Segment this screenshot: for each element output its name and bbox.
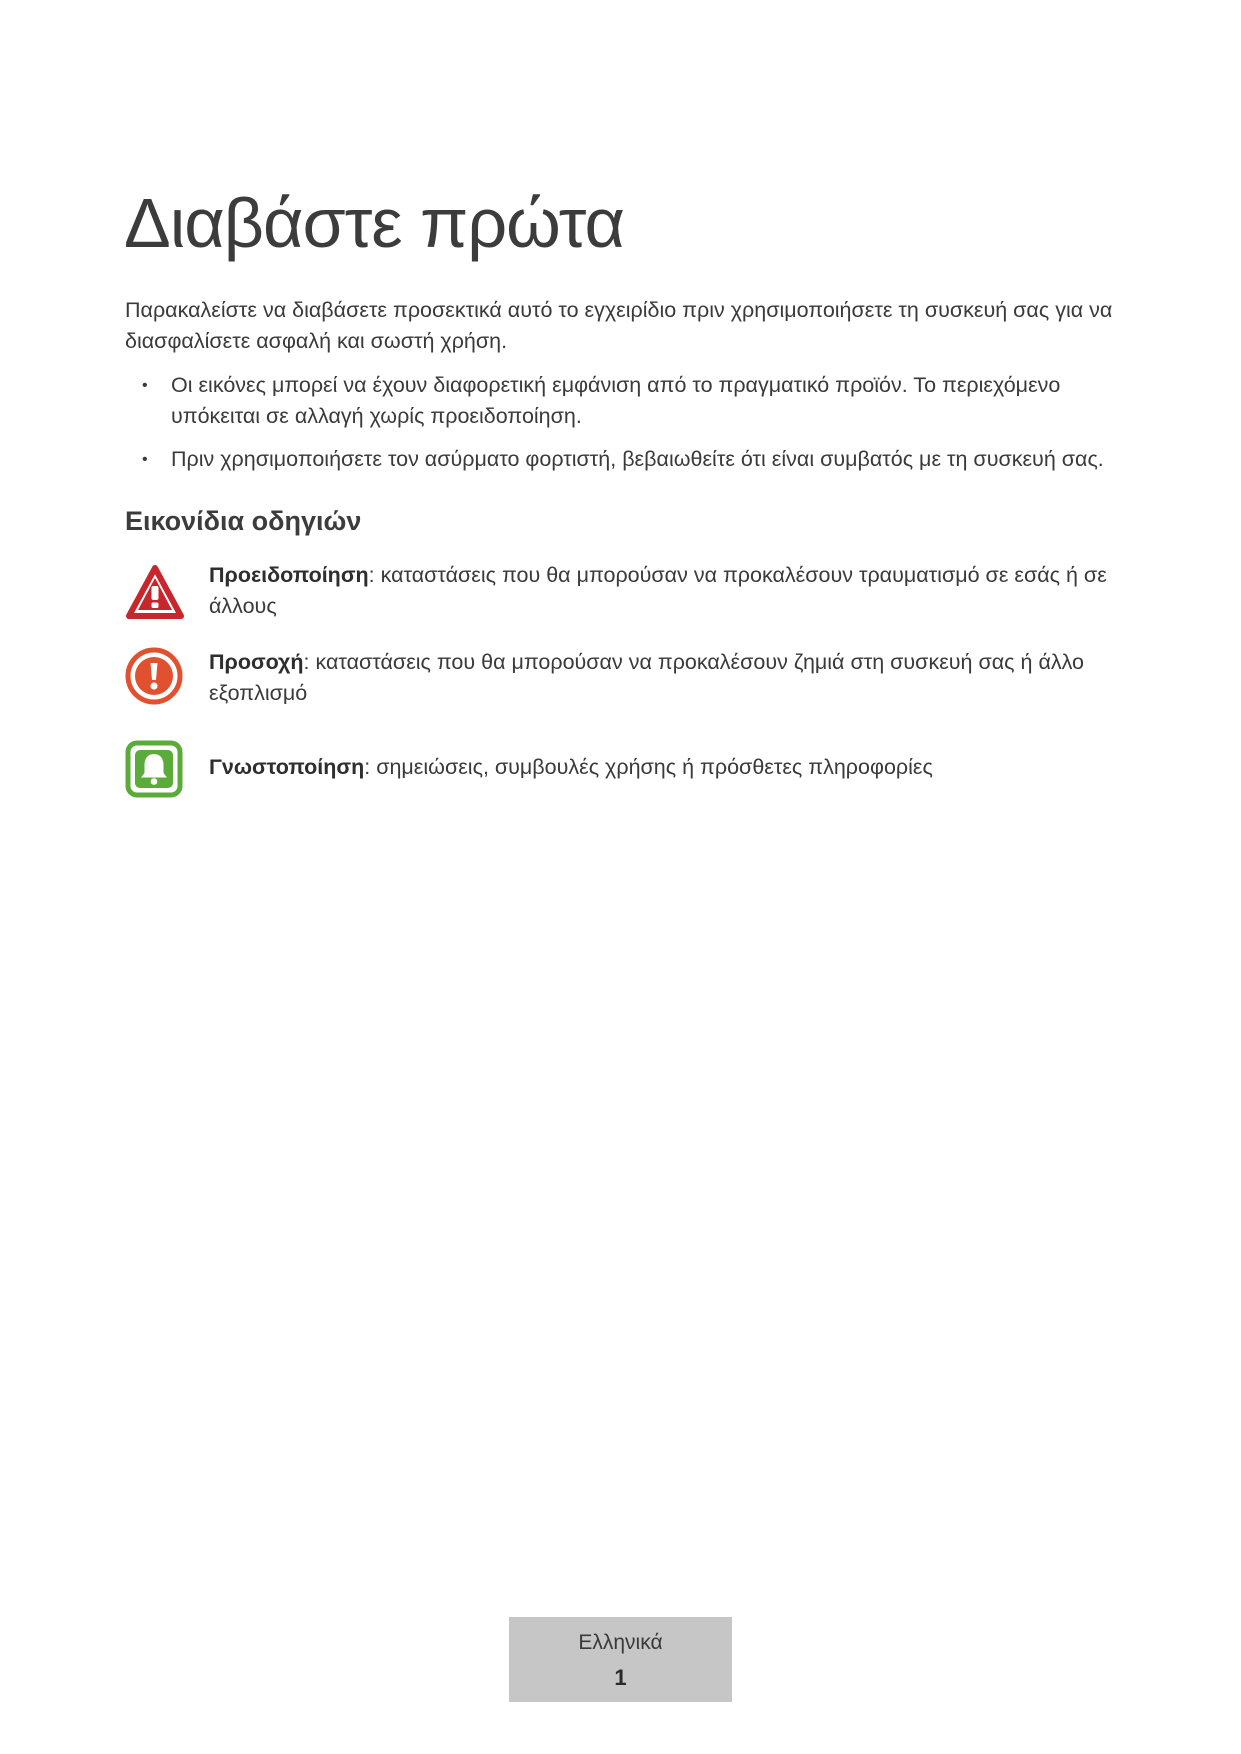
legend-separator: : [364, 755, 371, 779]
bullet-marker: • [142, 451, 148, 468]
legend-separator: : [303, 650, 310, 674]
legend-notice [125, 740, 1125, 802]
legend-description: καταστάσεις που θα μπορούσαν να προκαλέσουν ζημιά στη συσκευή σας ή άλλο εξοπλισμό [209, 650, 1085, 705]
list-item-text: Πριν χρησιμοποιήσετε τον ασύρματο φορτιστή, βεβαιωθείτε ότι είναι συμβατός με τη συσκευή σας. [171, 447, 1104, 471]
legend-warning-text [209, 560, 1109, 622]
footer-language: Ελληνικά [578, 1631, 663, 1654]
intro-paragraph: Παρακαλείστε να διαβάσετε προσεκτικά αυτό το εγχειρίδιο πριν χρησιμοποιήσετε τη συσκευή σας για να διασφαλίσετε ασφαλή και σωστή χρήση. [125, 298, 1113, 353]
caution-circle-icon [125, 647, 183, 710]
list-item [125, 444, 1125, 475]
page-footer [509, 1617, 732, 1702]
page-title: Διαβάστε πρώτα [124, 184, 624, 262]
bullet-marker: • [142, 377, 148, 394]
legend-description: καταστάσεις που θα μπορούσαν να προκαλέσουν τραυματισμό σε εσάς ή σε άλλους [209, 563, 1107, 618]
notes-list [125, 370, 1125, 487]
notice-bell-icon [125, 740, 183, 803]
section-heading: Εικονίδια οδηγιών [125, 506, 362, 536]
page-number: 1 [614, 1665, 627, 1690]
legend-warning [125, 560, 1125, 630]
legend-description: σημειώσεις, συμβουλές χρήσης ή πρόσθετες πληροφορίες [370, 755, 933, 779]
legend-separator: : [368, 563, 375, 587]
legend-caution-text [209, 647, 1109, 709]
legend-caution [125, 647, 1125, 717]
list-item [125, 370, 1125, 432]
list-item-text: Οι εικόνες μπορεί να έχουν διαφορετική εμφάνιση από το πραγματικό προϊόν. Το περιεχόμενο υπόκειται σε αλλαγή χωρίς προειδοποίηση. [171, 373, 1061, 428]
legend-notice-text [209, 752, 1109, 783]
warning-triangle-icon [125, 564, 185, 625]
legend-term: Γνωστοποίηση [209, 755, 365, 779]
legend-term: Προειδοποίηση [209, 563, 369, 587]
legend-term: Προσοχή [209, 650, 304, 674]
